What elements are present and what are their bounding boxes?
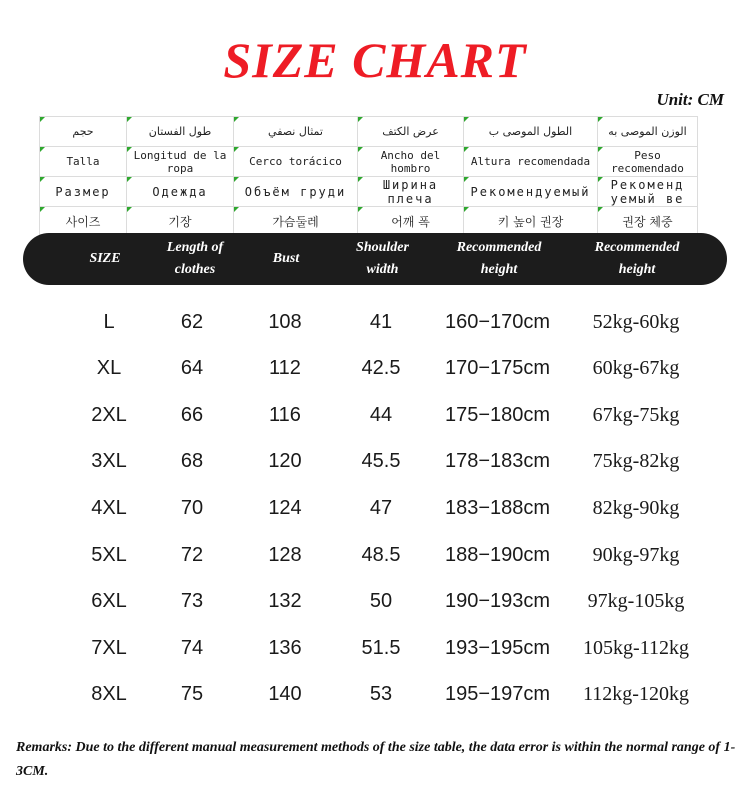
table-row	[0, 672, 750, 718]
remarks-note: Remarks: Due to the different manual measurement methods of the size table, the data error is within the normal range of 1-3CM.	[16, 740, 736, 779]
lang-cell: Cerco torácico	[234, 147, 358, 177]
lang-cell: Talla	[40, 147, 127, 177]
cell-weight: 112kg-120kg	[583, 683, 689, 706]
cell-size: 5XL	[91, 543, 127, 566]
cell-height: 193−195cm	[444, 636, 551, 659]
cell-shoulder: 44	[369, 403, 393, 426]
cell-bust: 112	[269, 357, 301, 380]
lang-cell: طول الفستان	[127, 117, 234, 147]
cell-length: 70	[180, 496, 204, 519]
cell-weight: 97kg-105kg	[587, 590, 685, 613]
cell-length: 74	[180, 636, 204, 659]
cell-shoulder: 45.5	[361, 450, 401, 473]
cell-shoulder: 47	[369, 496, 393, 519]
russian-row	[40, 177, 698, 207]
lang-cell: Рекоменд уемый ве	[598, 177, 698, 207]
table-row	[0, 579, 750, 625]
cell-height: 178−183cm	[444, 450, 551, 473]
cell-bust: 124	[268, 496, 302, 519]
arabic-row	[40, 117, 698, 147]
lang-cell: Размер	[40, 177, 127, 207]
lang-cell: تمثال نصفي	[234, 117, 358, 147]
lang-cell: 어깨 폭	[358, 207, 464, 236]
cell-size: 6XL	[91, 590, 127, 613]
cell-weight: 82kg-90kg	[592, 496, 680, 519]
lang-cell: عرض الكتف	[358, 117, 464, 147]
lang-cell: الطول الموصى ب	[464, 117, 598, 147]
cell-height: 170−175cm	[444, 357, 551, 380]
cell-weight: 105kg-112kg	[583, 636, 689, 659]
lang-cell: Longitud de la ropa	[127, 147, 234, 177]
lang-cell: Ancho del hombro	[358, 147, 464, 177]
korean-row	[40, 207, 698, 236]
cell-shoulder: 51.5	[361, 636, 401, 659]
header-length: Length of clothes	[166, 240, 224, 277]
header-recommended-weight: Recommended height	[594, 240, 680, 277]
cell-size: XL	[96, 357, 122, 380]
lang-cell: Altura recomendada	[464, 147, 598, 177]
spanish-row	[40, 147, 698, 177]
table-row	[0, 625, 750, 671]
cell-length: 66	[180, 403, 204, 426]
lang-cell: 사이즈	[40, 207, 127, 236]
cell-height: 183−188cm	[444, 496, 551, 519]
header-bust: Bust	[272, 251, 300, 266]
lang-cell: 권장 체중	[598, 207, 698, 236]
cell-weight: 52kg-60kg	[592, 310, 680, 333]
cell-shoulder: 41	[369, 310, 393, 333]
cell-length: 62	[180, 310, 204, 333]
cell-bust: 116	[269, 403, 301, 426]
cell-size: L	[103, 310, 115, 333]
cell-weight: 75kg-82kg	[592, 450, 680, 473]
cell-height: 190−193cm	[444, 590, 551, 613]
cell-bust: 128	[268, 543, 302, 566]
table-row	[0, 485, 750, 531]
page-title: SIZE CHART	[223, 32, 527, 88]
cell-size: 7XL	[91, 636, 127, 659]
lang-cell: 기장	[127, 207, 234, 236]
lang-cell: Рекомендуемый	[464, 177, 598, 207]
lang-cell: Ширина плеча	[358, 177, 464, 207]
cell-size: 8XL	[91, 683, 127, 706]
header-recommended-height: Recommended height	[456, 240, 542, 277]
cell-height: 188−190cm	[444, 543, 551, 566]
cell-bust: 120	[268, 450, 302, 473]
unit-label: Unit: CM	[656, 90, 724, 109]
cell-shoulder: 50	[369, 590, 393, 613]
cell-bust: 108	[268, 310, 302, 333]
multilingual-header-table	[39, 116, 698, 236]
cell-shoulder: 48.5	[361, 543, 401, 566]
cell-length: 68	[180, 450, 204, 473]
cell-shoulder: 53	[369, 683, 393, 706]
cell-size: 4XL	[91, 496, 127, 519]
table-header-bar	[23, 233, 727, 285]
table-row	[0, 439, 750, 485]
header-size: SIZE	[89, 251, 121, 266]
cell-weight: 90kg-97kg	[592, 543, 680, 566]
table-row	[0, 532, 750, 578]
cell-bust: 136	[268, 636, 302, 659]
table-row	[0, 392, 750, 438]
header-shoulder: Shoulder width	[356, 240, 409, 277]
cell-size: 2XL	[91, 403, 127, 426]
table-row	[0, 299, 750, 345]
lang-cell: حجم	[40, 117, 127, 147]
cell-size: 3XL	[91, 450, 127, 473]
lang-cell: الوزن الموصى به	[598, 117, 698, 147]
cell-bust: 140	[268, 683, 302, 706]
cell-weight: 67kg-75kg	[592, 403, 680, 426]
lang-cell: Объём груди	[234, 177, 358, 207]
cell-length: 72	[180, 543, 204, 566]
lang-cell: Peso recomendado	[598, 147, 698, 177]
cell-weight: 60kg-67kg	[592, 357, 680, 380]
lang-cell: 가슴둘레	[234, 207, 358, 236]
cell-length: 73	[180, 590, 204, 613]
cell-height: 175−180cm	[444, 403, 551, 426]
cell-height: 160−170cm	[444, 310, 551, 333]
lang-cell: 키 높이 권장	[464, 207, 598, 236]
cell-length: 64	[180, 357, 204, 380]
cell-shoulder: 42.5	[361, 357, 401, 380]
cell-bust: 132	[268, 590, 302, 613]
table-row	[0, 346, 750, 392]
cell-height: 195−197cm	[444, 683, 551, 706]
cell-length: 75	[180, 683, 204, 706]
lang-cell: Одежда	[127, 177, 234, 207]
